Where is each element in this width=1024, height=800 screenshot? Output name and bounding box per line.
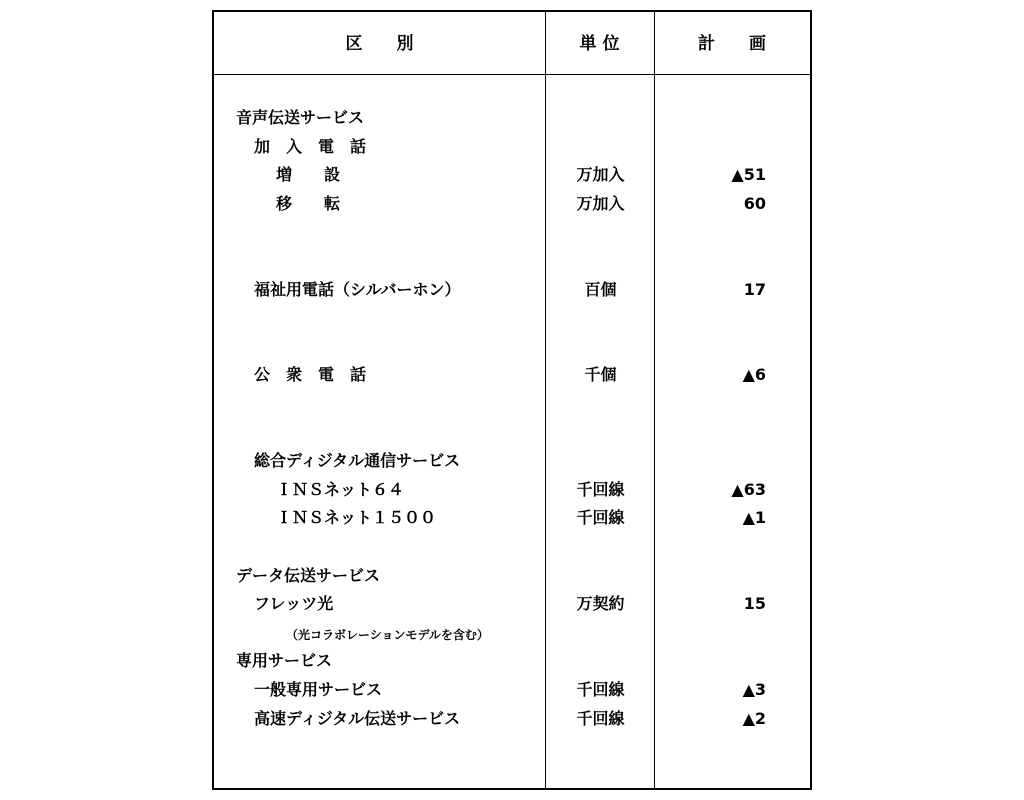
header-unit: 単 位 [579, 34, 620, 54]
row-label: ＩＮＳネット１５００ [276, 508, 437, 528]
row-unit: 万加入 [576, 165, 625, 185]
row-value: 60 [743, 193, 766, 213]
row-unit: 万契約 [576, 594, 625, 614]
row-unit: 千回線 [576, 508, 625, 528]
plan-table [212, 10, 812, 790]
header-plan: 計 画 [698, 34, 766, 54]
row-value: ▲51 [731, 165, 766, 185]
row-unit: 百個 [584, 279, 617, 299]
row-value: 17 [743, 279, 766, 299]
row-label: 一般専用サービス [254, 680, 383, 699]
row-value: ▲1 [742, 508, 766, 528]
row-label: 高速ディジタル伝送サービス [254, 708, 461, 728]
header-divider [214, 74, 810, 75]
row-label: フレッツ光 [254, 594, 334, 614]
row-label: 福祉用電話（シルバーホン） [254, 279, 461, 299]
row-label: 移 転 [276, 193, 341, 213]
row-unit: 千個 [584, 365, 617, 385]
column-divider-plan [654, 12, 655, 788]
row-value: ▲2 [742, 708, 766, 728]
row-label: 加 入 電 話 [254, 136, 367, 156]
row-label: 増 設 [276, 165, 341, 185]
row-value: 15 [743, 594, 766, 614]
row-label: ＩＮＳネット６４ [276, 479, 405, 499]
row-label: 総合ディジタル通信サービス [254, 451, 461, 471]
row-label: 公 衆 電 話 [254, 365, 367, 385]
row-unit: 千回線 [576, 708, 625, 728]
row-label: 音声伝送サービス [236, 108, 365, 127]
row-label: データ伝送サービス [236, 565, 381, 585]
row-unit: 万加入 [576, 193, 625, 213]
row-value: ▲3 [742, 680, 766, 699]
row-label: （光コラボレーションモデルを含む） [286, 627, 489, 642]
row-unit: 千回線 [576, 680, 625, 699]
row-value: ▲6 [742, 365, 766, 385]
row-label: 専用サービス [236, 651, 333, 671]
header-category: 区 別 [345, 34, 414, 54]
row-unit: 千回線 [576, 479, 625, 499]
column-divider-unit [545, 12, 546, 788]
row-value: ▲63 [731, 479, 766, 499]
